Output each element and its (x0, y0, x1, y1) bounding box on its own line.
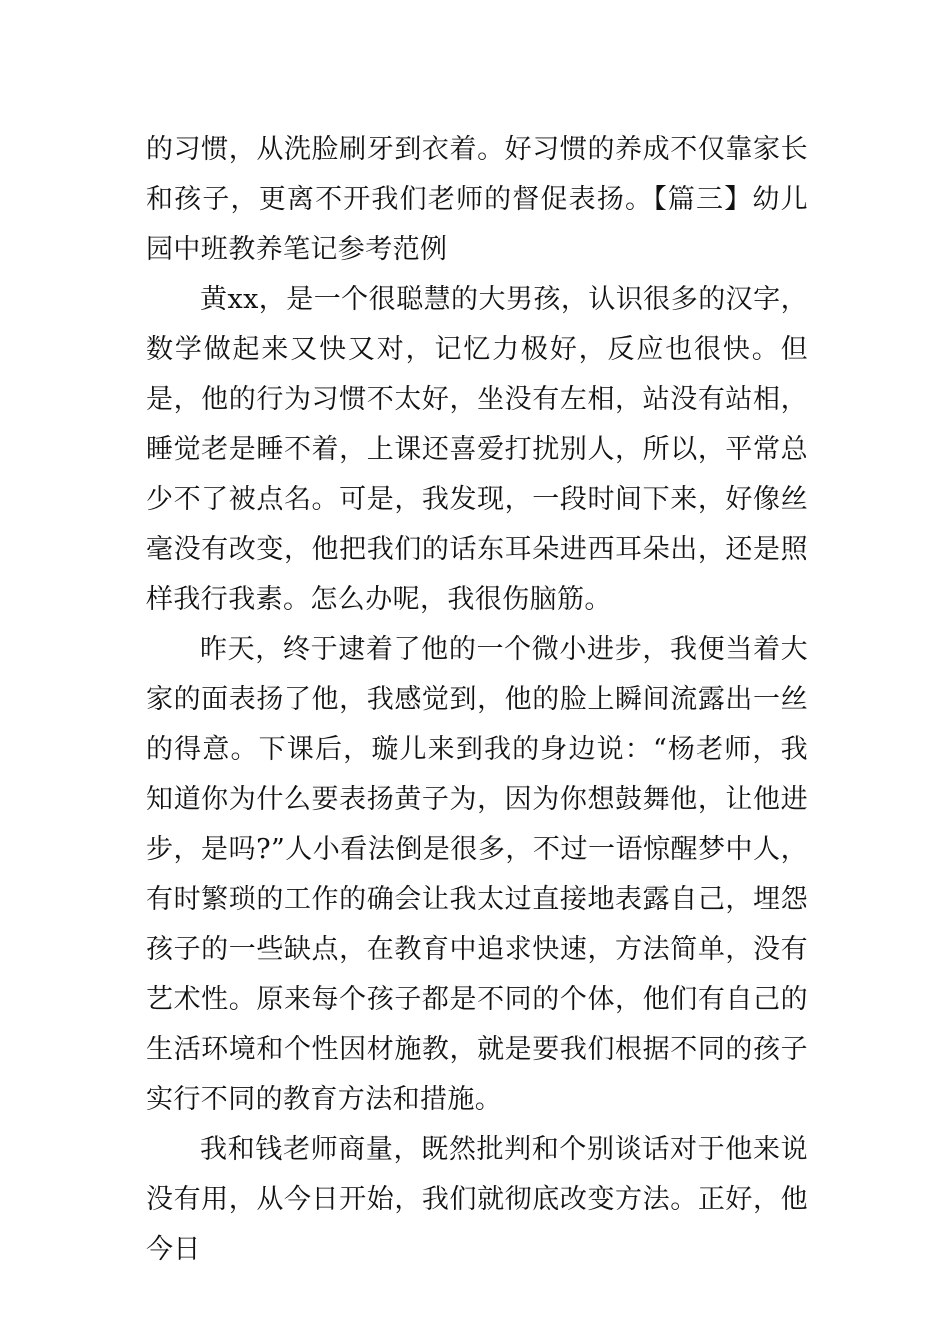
paragraph-yesterday: 昨天，终于逮着了他的一个微小进步，我便当着大家的面表扬了他，我感觉到，他的脸上瞬间流露出一丝的得意。下课后，璇儿来到我的身边说：“杨老师，我知道你为什么要表扬黄子为，因为你想鼓舞他，让他进步，是吗?”人小看法倒是很多，不过一语惊醒梦中人，有时繁琐的工作的确会让我太过直接地表露自己，埋怨孩子的一些缺点，在教育中追求快速，方法简单，没有艺术性。原来每个孩子都是不同的个体，他们有自己的生活环境和个性因材施教，就是要我们根据不同的孩子实行不同的教育方法和措施。 (146, 634, 808, 1115)
paragraph-huang-xx: 黄xx，是一个很聪慧的大男孩，认识很多的汉字，数学做起来又快又对，记忆力极好，反应也很快。但是，他的行为习惯不太好，坐没有左相，站没有站相，睡觉老是睡不着，上课还喜爱打扰别人，所以，平常总少不了被点名。可是，我发现，一段时间下来，好像丝毫没有改变，他把我们的话东耳朵进西耳朵出，还是照样我行我素。怎么办呢，我很伤脑筋。 (146, 284, 808, 615)
paragraph-continuation: 的习惯，从洗脸刷牙到衣着。好习惯的养成不仅靠家长和孩子，更离不开我们老师的督促表扬。【篇三】幼儿园中班教养笔记参考范例 (146, 134, 808, 265)
paragraph-discussion: 我和钱老师商量，既然批判和个别谈话对于他来说没有用，从今日开始，我们就彻底改变方法。正好，他今日 (146, 1134, 808, 1265)
document-body (146, 125, 808, 1275)
